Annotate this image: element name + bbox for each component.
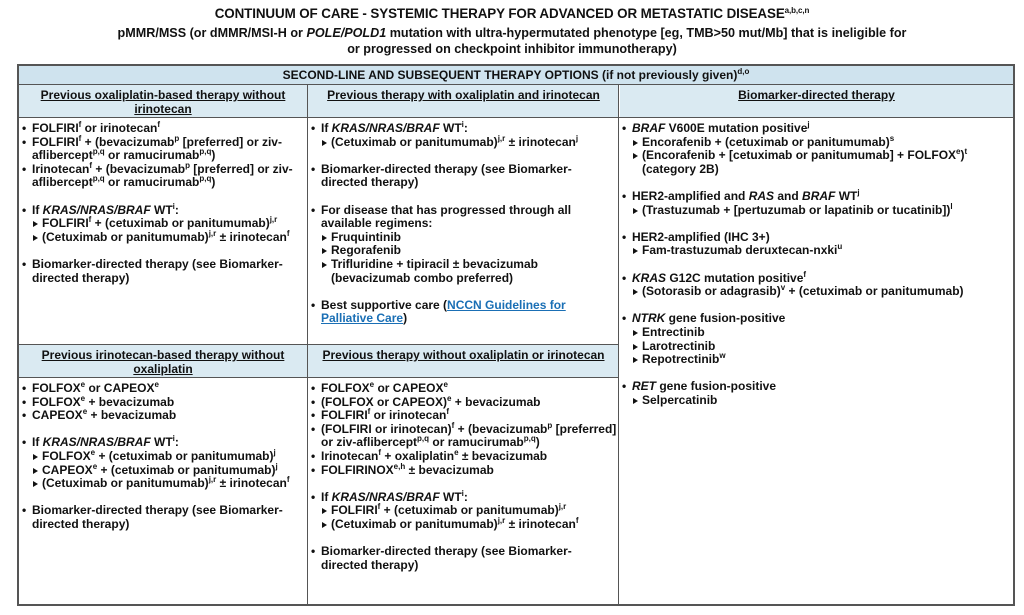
subtitle-genes: POLE/POLD1 bbox=[306, 26, 387, 40]
footnote-marker: p bbox=[174, 133, 180, 143]
title-footnote: a,b,c,n bbox=[784, 6, 810, 15]
col1-bottom-header bbox=[19, 345, 307, 377]
sub-item bbox=[622, 201, 1012, 218]
text-fragment: or ramucirumab bbox=[104, 148, 200, 163]
text-fragment: or ramucirumab bbox=[429, 435, 524, 450]
footnote-marker: e bbox=[369, 380, 375, 389]
text-fragment: Biomarker-directed therapy (see Biomarker-directed therapy) bbox=[321, 161, 572, 190]
spacer bbox=[311, 149, 617, 163]
footnote-marker: e bbox=[90, 447, 96, 457]
footnote-marker: p,q bbox=[523, 434, 536, 444]
text-fragment: + bevacizumab bbox=[87, 408, 177, 423]
sub-item bbox=[22, 477, 306, 491]
list-item bbox=[22, 258, 306, 285]
text-fragment: Selpercatinib bbox=[642, 392, 718, 407]
sub-item bbox=[311, 258, 617, 285]
footnote-marker: u bbox=[837, 242, 843, 252]
footnote-marker: f bbox=[575, 515, 579, 525]
spacer bbox=[22, 491, 306, 505]
text-fragment: CAPEOX bbox=[42, 462, 93, 477]
col1-top-header-text: Previous oxaliplatin-based therapy without irinotecan bbox=[40, 88, 286, 116]
footnote-marker: f bbox=[286, 475, 290, 485]
text-fragment: Entrectinib bbox=[642, 324, 705, 339]
text-fragment: ± irinotecan bbox=[505, 134, 576, 149]
col-divider-1 bbox=[307, 85, 308, 604]
footnote-marker: j bbox=[575, 133, 579, 143]
list-item bbox=[22, 133, 306, 163]
list-item bbox=[622, 312, 1012, 326]
list-item bbox=[622, 122, 1012, 136]
text-fragment: ) bbox=[211, 148, 216, 163]
text-fragment: FOLFOX bbox=[321, 381, 370, 395]
spacer bbox=[311, 477, 617, 491]
footnote-marker: j bbox=[273, 447, 276, 457]
footnote-marker: e bbox=[956, 147, 961, 157]
sub-item bbox=[622, 394, 1012, 408]
text-fragment: Best supportive care ( bbox=[321, 297, 448, 312]
text-fragment: KRAS bbox=[632, 270, 667, 285]
list-item bbox=[311, 204, 617, 231]
footnote-marker: e,h bbox=[393, 461, 406, 471]
spacer bbox=[622, 217, 1012, 231]
list-item bbox=[311, 299, 617, 326]
sub-item bbox=[311, 504, 617, 518]
text-fragment: FOLFOX bbox=[32, 394, 81, 409]
list-item bbox=[311, 447, 617, 464]
text-fragment: (Cetuximab or panitumumab) bbox=[42, 229, 209, 244]
footnote-marker: f bbox=[157, 120, 161, 129]
text-fragment: [preferred] or ziv-aflibercept bbox=[32, 161, 293, 190]
col-divider-2 bbox=[618, 85, 619, 604]
text-fragment: (Sotorasib or adagrasib) bbox=[642, 284, 781, 299]
footnote-marker: e bbox=[92, 461, 98, 471]
page-subtitle bbox=[0, 25, 1024, 57]
col2-bottom-header bbox=[308, 345, 619, 377]
text-fragment: WT bbox=[150, 435, 173, 450]
text-fragment: + bevacizumab bbox=[451, 394, 541, 409]
footnote-marker: w bbox=[719, 351, 726, 361]
spacer bbox=[622, 258, 1012, 272]
text-fragment: ± irinotecan bbox=[505, 516, 576, 531]
text-fragment: Biomarker-directed therapy (see Biomarker-directed therapy) bbox=[32, 256, 283, 285]
mid-divider-top bbox=[19, 344, 619, 345]
text-fragment: Irinotecan bbox=[321, 448, 379, 463]
text-fragment: If bbox=[321, 121, 332, 135]
sub-item bbox=[622, 285, 1012, 299]
spacer bbox=[311, 190, 617, 204]
palliative-care-link[interactable]: NCCN Guidelines for Palliative Care bbox=[321, 297, 566, 326]
text-fragment: WT bbox=[835, 188, 858, 203]
text-fragment: (category 2B) bbox=[642, 161, 719, 176]
footnote-marker: j bbox=[275, 461, 278, 471]
sub-item bbox=[22, 217, 306, 231]
col1-top-header bbox=[19, 85, 307, 118]
text-fragment: FOLFIRI bbox=[32, 134, 79, 149]
spacer bbox=[622, 176, 1012, 190]
text-fragment: ± irinotecan bbox=[216, 476, 287, 491]
footnote-marker: p bbox=[185, 160, 190, 170]
text-fragment: + (bevacizumab bbox=[81, 134, 175, 149]
text-fragment: WT bbox=[439, 121, 462, 135]
footnote-marker: f bbox=[367, 407, 371, 417]
list-item: • If KRAS/NRAS/BRAF $WT^i$: bbox=[22, 204, 306, 218]
sub-item bbox=[22, 447, 306, 464]
text-fragment: FOLFIRI bbox=[32, 121, 79, 135]
text-fragment: CAPEOX bbox=[32, 408, 83, 423]
footnote-marker: e bbox=[80, 393, 86, 403]
text-fragment: RAS bbox=[748, 188, 775, 203]
sub-item bbox=[311, 515, 617, 532]
footnote-marker: j bbox=[857, 187, 860, 197]
col3-header-text: Biomarker-directed therapy bbox=[738, 88, 895, 102]
footnote-marker: f bbox=[803, 269, 807, 279]
section-header-footnote: d,o bbox=[737, 67, 750, 76]
footnote-marker: i bbox=[461, 488, 464, 498]
sub-item bbox=[311, 244, 617, 258]
text-fragment: (Encorafenib + [cetuximab or panitumumab] + FOLFOX bbox=[642, 148, 957, 163]
footnote-marker: f bbox=[286, 228, 290, 238]
spacer bbox=[622, 367, 1012, 381]
list-item bbox=[22, 160, 306, 190]
footnote-marker: v bbox=[780, 283, 786, 293]
text-fragment: [preferred] or ziv-aflibercept bbox=[32, 134, 282, 163]
text-fragment: Larotrectinib bbox=[642, 338, 716, 353]
text-fragment: + (bevacizumab bbox=[92, 161, 186, 176]
text-fragment: Repotrectinib bbox=[642, 352, 720, 367]
text-fragment: or irinotecan bbox=[81, 121, 158, 135]
subtitle-part1: pMMR/MSS (or dMMR/MSI-H or bbox=[117, 26, 307, 40]
text-fragment: FOLFOX bbox=[42, 448, 91, 463]
text-fragment: gene fusion-positive bbox=[656, 379, 777, 394]
list-item bbox=[22, 122, 306, 136]
list-item bbox=[311, 545, 617, 572]
therapy-table bbox=[17, 64, 1015, 606]
text-fragment: ) bbox=[403, 311, 408, 326]
text-fragment: (Cetuximab or panitumumab) bbox=[331, 516, 498, 531]
footnote-marker: s bbox=[889, 133, 895, 143]
footnote-marker: f bbox=[451, 420, 455, 430]
footnote-marker: f bbox=[88, 215, 92, 225]
footnote-marker: p,q bbox=[417, 434, 430, 444]
list-item bbox=[311, 420, 617, 450]
sub-item bbox=[622, 353, 1012, 367]
footnote-marker: j,r bbox=[497, 133, 506, 143]
footnote-marker: j bbox=[807, 120, 810, 129]
footnote-marker: p,q bbox=[92, 174, 105, 184]
list-item bbox=[22, 504, 306, 531]
footnote-marker: f bbox=[378, 447, 382, 457]
text-fragment: FOLFOX bbox=[32, 381, 81, 395]
text-fragment: Fam-trastuzumab deruxtecan-nxki bbox=[642, 243, 838, 258]
sub-item bbox=[622, 149, 1012, 176]
list-item bbox=[622, 187, 1012, 204]
footnote-marker: p,q bbox=[199, 147, 212, 157]
list-item bbox=[311, 382, 617, 396]
page-title bbox=[0, 6, 1024, 21]
col2-bottom-header-text: Previous therapy without oxaliplatin or irinotecan bbox=[322, 348, 605, 362]
list-item bbox=[22, 409, 306, 423]
text-fragment: (Trastuzumab + [pertuzumab or lapatinib or tucatinib]) bbox=[642, 202, 951, 217]
list-item bbox=[311, 409, 617, 423]
footnote-marker: i bbox=[461, 120, 464, 129]
text-fragment: KRAS/NRAS/BRAF bbox=[42, 202, 151, 217]
text-fragment: FOLFIRI bbox=[42, 216, 89, 231]
footnote-marker: e bbox=[80, 380, 86, 389]
footnote-marker: f bbox=[446, 407, 450, 417]
list-item bbox=[622, 380, 1012, 394]
list-item bbox=[22, 382, 306, 396]
text-fragment: + oxaliplatin bbox=[381, 448, 455, 463]
footnote-marker: j,r bbox=[269, 215, 278, 225]
spacer bbox=[22, 190, 306, 204]
text-fragment: G12C mutation positive bbox=[666, 270, 804, 285]
text-fragment: WT bbox=[439, 489, 462, 504]
text-fragment: FOLFIRI bbox=[321, 408, 368, 423]
subtitle-line2: or progressed on checkpoint inhibitor immunotherapy) bbox=[347, 42, 677, 56]
col2-top-header bbox=[308, 85, 619, 118]
text-fragment: RET bbox=[632, 379, 656, 394]
footnote-marker: e bbox=[154, 380, 159, 389]
text-fragment: KRAS/NRAS/BRAF bbox=[331, 489, 440, 504]
text-fragment: HER2-amplified and bbox=[632, 188, 749, 203]
text-fragment: + (cetuximab or panitumumab) bbox=[785, 284, 964, 299]
text-fragment: + (cetuximab or panitumumab) bbox=[91, 216, 270, 231]
subtitle-part2: mutation with ultra-hypermutated phenotype [eg, TMB>50 mut/Mb] that is ineligible for bbox=[386, 26, 907, 40]
mid-divider-bottom bbox=[19, 377, 619, 378]
footnote-marker: l bbox=[950, 201, 953, 211]
text-fragment: + bevacizumab bbox=[85, 394, 175, 409]
list-item: • If KRAS/NRAS/BRAF $WT^i$: bbox=[22, 436, 306, 450]
col3-header bbox=[620, 85, 1013, 118]
footnote-marker: f bbox=[89, 160, 93, 170]
text-fragment: If bbox=[32, 435, 43, 450]
text-fragment: (Cetuximab or panitumumab) bbox=[42, 476, 209, 491]
text-fragment: BRAF bbox=[802, 188, 836, 203]
title-text: CONTINUUM OF CARE - SYSTEMIC THERAPY FOR ADVANCED OR METASTATIC DISEASE bbox=[214, 6, 785, 21]
text-fragment: or CAPEOX bbox=[85, 381, 155, 395]
text-fragment: [preferred] or ziv-aflibercept bbox=[321, 421, 617, 450]
text-fragment: FOLFIRINOX bbox=[321, 462, 394, 477]
text-fragment: WT bbox=[150, 202, 173, 217]
text-fragment: + (cetuximab or panitumumab) bbox=[97, 462, 276, 477]
sub-item bbox=[311, 231, 617, 245]
footnote-marker: i bbox=[172, 434, 175, 444]
list-item: • If KRAS/NRAS/BRAF $WT^i$: bbox=[311, 122, 617, 136]
text-fragment: and bbox=[774, 188, 803, 203]
col2-top-content bbox=[311, 122, 617, 326]
spacer bbox=[311, 285, 617, 299]
text-fragment: + (cetuximab or panitumumab) bbox=[380, 503, 559, 518]
text-fragment: (FOLFIRI or irinotecan) bbox=[321, 421, 452, 436]
footnote-marker: t bbox=[964, 147, 968, 157]
text-fragment: + (bevacizumab bbox=[454, 421, 548, 436]
text-fragment: Irinotecan bbox=[32, 161, 90, 176]
text-fragment: BRAF bbox=[632, 121, 666, 135]
footnote-marker: e bbox=[443, 380, 448, 389]
text-fragment: Biomarker-directed therapy (see Biomarker-directed therapy) bbox=[321, 544, 572, 572]
footnote-marker: e bbox=[454, 447, 459, 457]
text-fragment: or ramucirumab bbox=[104, 175, 200, 190]
text-fragment: Fruquintinib bbox=[331, 229, 401, 244]
text-fragment: ) bbox=[960, 148, 965, 163]
spacer bbox=[622, 299, 1012, 313]
text-fragment: Encorafenib + (cetuximab or panitumumab) bbox=[642, 134, 890, 149]
footnote-marker: f bbox=[377, 502, 381, 512]
list-item bbox=[311, 163, 617, 190]
footnote-marker: j,r bbox=[558, 502, 567, 512]
col3-content bbox=[622, 122, 1012, 407]
col1-bottom-content bbox=[22, 382, 306, 532]
text-fragment: (Cetuximab or panitumumab) bbox=[331, 134, 498, 149]
text-fragment: If bbox=[321, 489, 332, 504]
text-fragment: FOLFIRI bbox=[331, 503, 378, 518]
text-fragment: (FOLFOX or CAPEOX) bbox=[321, 394, 447, 409]
text-fragment: KRAS/NRAS/BRAF bbox=[331, 121, 440, 135]
text-fragment: ± bevacizumab bbox=[405, 462, 494, 477]
spacer bbox=[311, 532, 617, 546]
list-item bbox=[311, 461, 617, 478]
text-fragment: For disease that has progressed through all available regimens: bbox=[321, 202, 572, 231]
sub-item bbox=[622, 244, 1012, 258]
sub-item bbox=[22, 228, 306, 245]
header-divider bbox=[19, 117, 1013, 118]
footnote-marker: i bbox=[172, 201, 175, 211]
footnote-marker: p bbox=[547, 420, 553, 430]
text-fragment: Regorafenib bbox=[331, 243, 402, 258]
footnote-marker: j,r bbox=[497, 515, 506, 525]
list-item: • If KRAS/NRAS/BRAF $WT^i$: bbox=[311, 491, 617, 505]
text-fragment: gene fusion-positive bbox=[665, 311, 786, 326]
footnote-marker: j,r bbox=[208, 228, 217, 238]
col2-top-header-text: Previous therapy with oxaliplatin and irinotecan bbox=[327, 88, 600, 102]
col2-bottom-content bbox=[311, 382, 617, 572]
text-fragment: HER2-amplified (IHC 3+) bbox=[632, 229, 770, 244]
footnote-marker: p,q bbox=[92, 147, 105, 157]
text-fragment: Trifluridine + tipiracil ± bevacizumab (bevacizumab combo preferred) bbox=[331, 256, 538, 285]
footnote-marker: e bbox=[82, 407, 88, 417]
col1-top-content bbox=[22, 122, 306, 285]
sub-item bbox=[311, 133, 617, 150]
text-fragment: If bbox=[32, 202, 43, 217]
footnote-marker: f bbox=[78, 133, 82, 143]
text-fragment: Biomarker-directed therapy (see Biomarker-directed therapy) bbox=[32, 503, 283, 531]
col1-bottom-header-text: Previous irinotecan-based therapy without oxaliplatin bbox=[41, 348, 285, 376]
footnote-marker: j,r bbox=[208, 475, 217, 485]
text-fragment: KRAS/NRAS/BRAF bbox=[42, 435, 151, 450]
text-fragment: or irinotecan bbox=[370, 408, 447, 423]
footnote-marker: e bbox=[447, 393, 452, 403]
text-fragment: ± irinotecan bbox=[216, 229, 287, 244]
sub-item bbox=[622, 326, 1012, 340]
text-fragment: ) bbox=[211, 175, 216, 190]
text-fragment: V600E mutation positive bbox=[665, 121, 808, 135]
text-fragment: NTRK bbox=[632, 311, 666, 326]
section-header-text: SECOND-LINE AND SUBSEQUENT THERAPY OPTIONS (if not previously given) bbox=[282, 68, 738, 82]
footnote-marker: f bbox=[78, 120, 82, 129]
footnote-marker: p,q bbox=[199, 174, 212, 184]
text-fragment: ± bevacizumab bbox=[458, 448, 548, 463]
section-header bbox=[19, 66, 1013, 85]
text-fragment: ) bbox=[535, 435, 540, 450]
text-fragment: or CAPEOX bbox=[374, 381, 444, 395]
spacer bbox=[22, 244, 306, 258]
text-fragment: + (cetuximab or panitumumab) bbox=[95, 448, 274, 463]
